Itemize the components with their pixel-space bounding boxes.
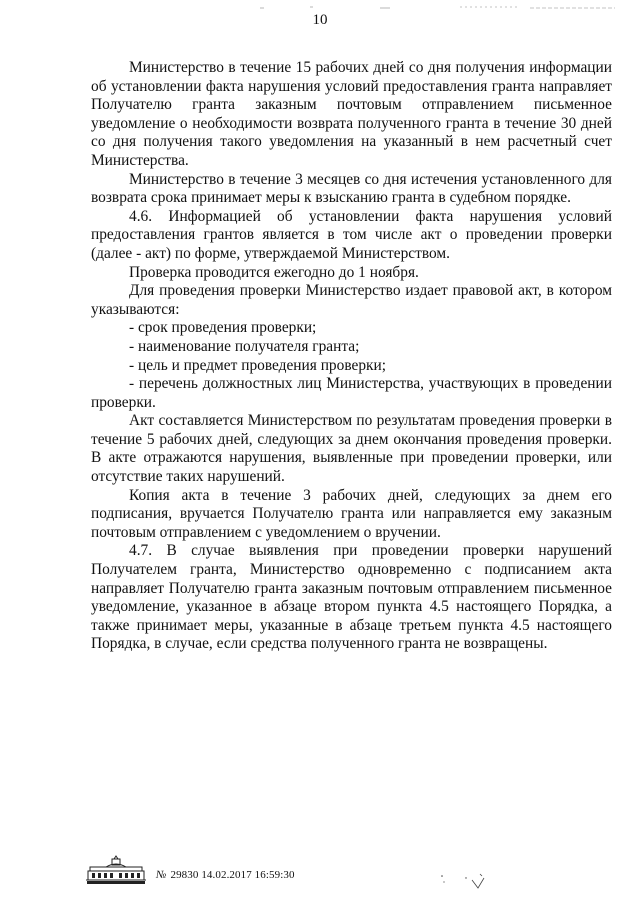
list-item: - перечень должностных лиц Министерства, участвующих в проведении проверки. <box>91 375 612 411</box>
list-item: - срок проведения проверки; <box>129 319 317 337</box>
page-number: 10 <box>312 12 328 28</box>
paragraph: Министерство в течение 15 рабочих дней со дня получения информации об установлении факта нарушения условий предоставления гранта направляет Получателю гранта заказным почтовым отправлением письменное уведомление о необходимости возврата полученного гранта в течение 30 дней со дня получения такого уведомления на указанный в нем расчетный счет Министерства. <box>91 59 612 169</box>
paragraph: 4.7. В случае выявления при проведении проверки нарушений Получателем гранта, Министерство одновременно с подписанием акта направляет Получателю гранта заказным почтовым отправлением письменное уведомление, указанное в абзаце втором пункта 4.5 настоящего Порядка, а также принимает меры, указанные в абзаце третьем пункта 4.5 настоящего Порядка, в случае, если средства полученного гранта не возвращены. <box>91 542 612 653</box>
building-logo-icon <box>84 855 148 885</box>
registration-number-date: 29830 14.02.2017 16:59:30 <box>170 869 295 881</box>
document-registration-stamp <box>156 869 295 881</box>
paragraph: Копия акта в течение 3 рабочих дней, следующих за днем его подписания, вручается Получателю гранта или направляется ему заказным почтовым отправлением с уведомлением о вручении. <box>91 486 612 541</box>
paragraph: Министерство в течение 3 месяцев со дня истечения установленного для возврата срока принимает меры к взысканию гранта в судебном порядке. <box>91 170 612 207</box>
number-sign: № <box>156 869 167 881</box>
document-body <box>91 59 612 654</box>
list-item: - наименование получателя гранта; <box>129 337 360 355</box>
paragraph: 4.6. Информацией об установлении факта нарушения условий предоставления грантов является в том числе акт о проведении проверки (далее - акт) по форме, утверждаемой Министерством. <box>91 207 612 262</box>
paragraph: Проверка проводится ежегодно до 1 ноября. <box>129 263 419 281</box>
scan-noise-marks-bottom <box>436 870 496 894</box>
paragraph: Для проведения проверки Министерство издает правовой акт, в котором указываются: <box>91 282 612 318</box>
paragraph: Акт составляется Министерством по результатам проведения проверки в течение 5 рабочих дней, следующих за днем окончания проведения проверки. В акте отражаются нарушения, выявленные при проведении проверки, или отсутствие таких нарушений. <box>91 412 612 486</box>
list-item: - цель и предмет проведения проверки; <box>129 356 387 374</box>
scan-noise-marks <box>230 5 620 11</box>
